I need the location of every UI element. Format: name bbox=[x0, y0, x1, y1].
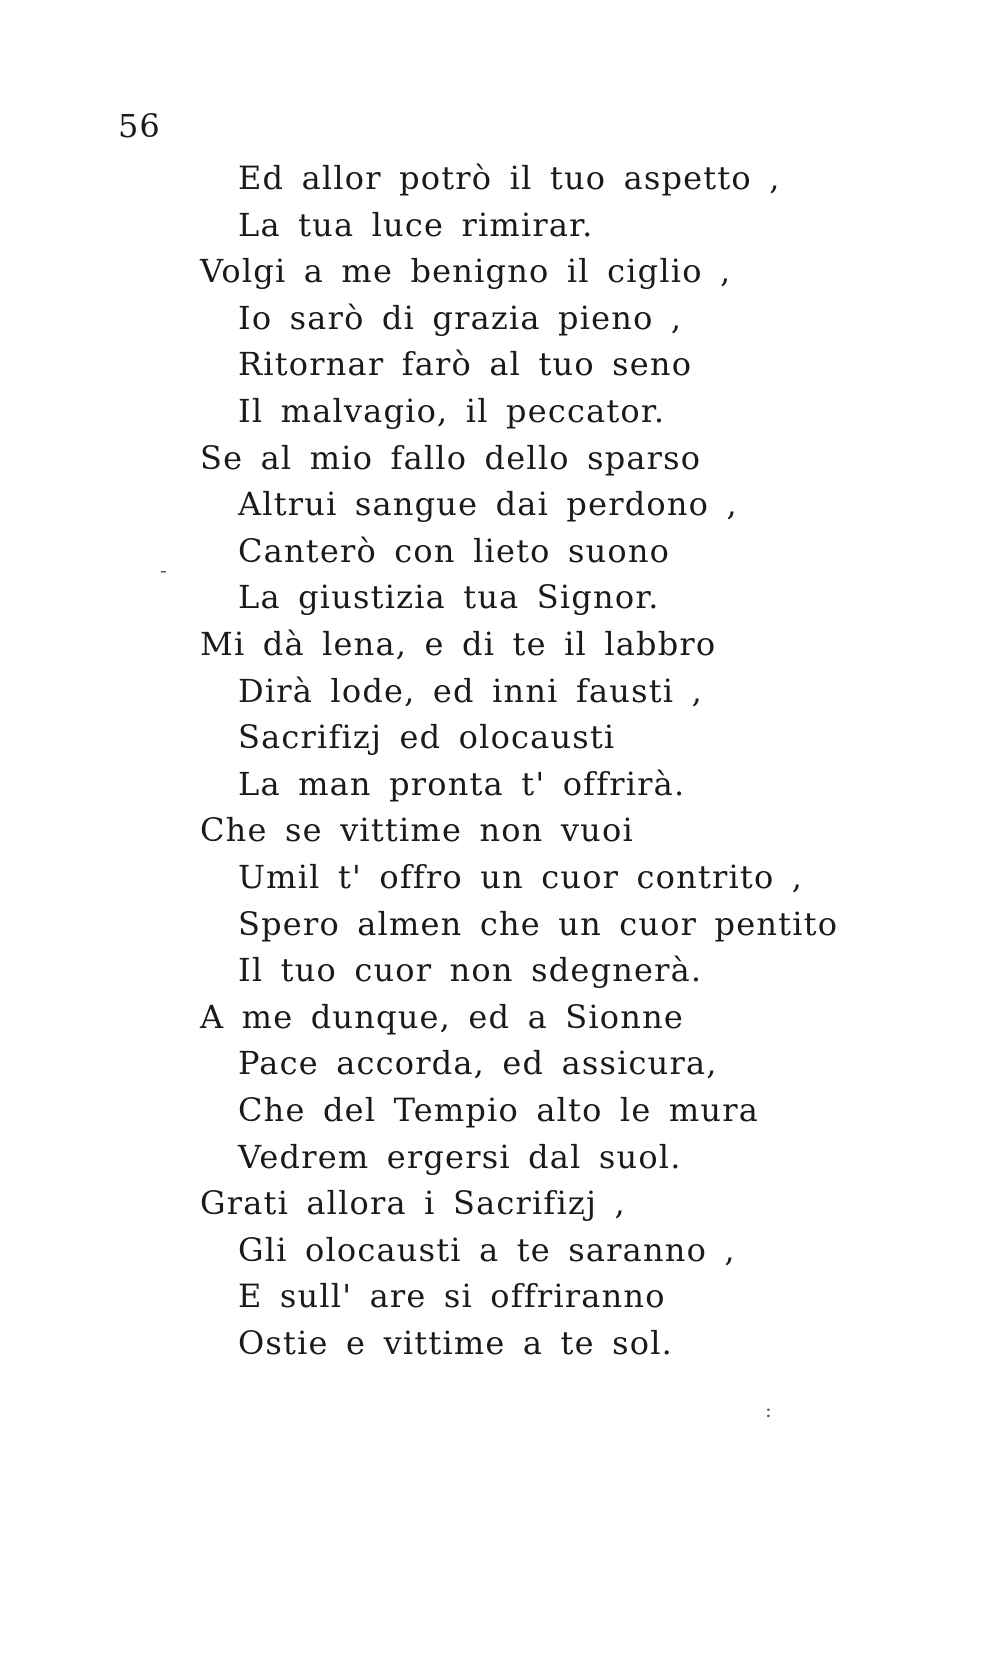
poem-line: Spero almen che un cuor pentito bbox=[238, 904, 839, 943]
poem-line: Umil t' offro un cuor contrito , bbox=[238, 858, 804, 896]
poem-line: Se al mio fallo dello sparso bbox=[200, 438, 702, 477]
poem-line: La giustizia tua Signor. bbox=[238, 578, 660, 617]
poem-line: Canterò con lieto suono bbox=[238, 531, 671, 570]
poem-line: Vedrem ergersi dal suol. bbox=[238, 1137, 682, 1176]
poem-line: Volgi a me benigno il ciglio , bbox=[200, 252, 732, 291]
poem-line: Che se vittime non vuoi bbox=[200, 811, 634, 850]
poem-line: Che del Tempio alto le mura bbox=[238, 1091, 760, 1129]
poem-line: Sacrifizj ed olocausti bbox=[238, 718, 616, 757]
poem-line: Ed allor potrò il tuo aspetto , bbox=[238, 159, 781, 197]
poem-line: A me dunque, ed a Sionne bbox=[200, 997, 685, 1036]
poem-line: Io sarò di grazia pieno , bbox=[238, 298, 683, 337]
poem-line: Il tuo cuor non sdegnerà. bbox=[238, 951, 703, 990]
poem-line: La tua luce rimirar. bbox=[238, 205, 594, 244]
poem-line: Dirà lode, ed inni fausti , bbox=[238, 671, 703, 710]
poem-line: Mi dà lena, e di te il labbro bbox=[200, 625, 717, 663]
poem-line: Ritornar farò al tuo seno bbox=[238, 345, 693, 384]
poem-line: Il malvagio, il peccator. bbox=[238, 392, 666, 430]
poem-line: La man pronta t' offrirà. bbox=[238, 764, 686, 803]
stray-mark: : bbox=[765, 1398, 772, 1422]
poem-line: Ostie e vittime a te sol. bbox=[238, 1324, 673, 1362]
poem-line: Grati allora i Sacrifizj , bbox=[200, 1184, 626, 1223]
page-number: 56 bbox=[118, 107, 161, 145]
stray-mark: - bbox=[160, 558, 167, 582]
poem-line: Altrui sangue dai perdono , bbox=[238, 485, 738, 524]
poem-line: E sull' are si offriranno bbox=[238, 1277, 666, 1316]
poem-line: Gli olocausti a te saranno , bbox=[238, 1230, 736, 1269]
poem-line: Pace accorda, ed assicura, bbox=[238, 1044, 718, 1083]
